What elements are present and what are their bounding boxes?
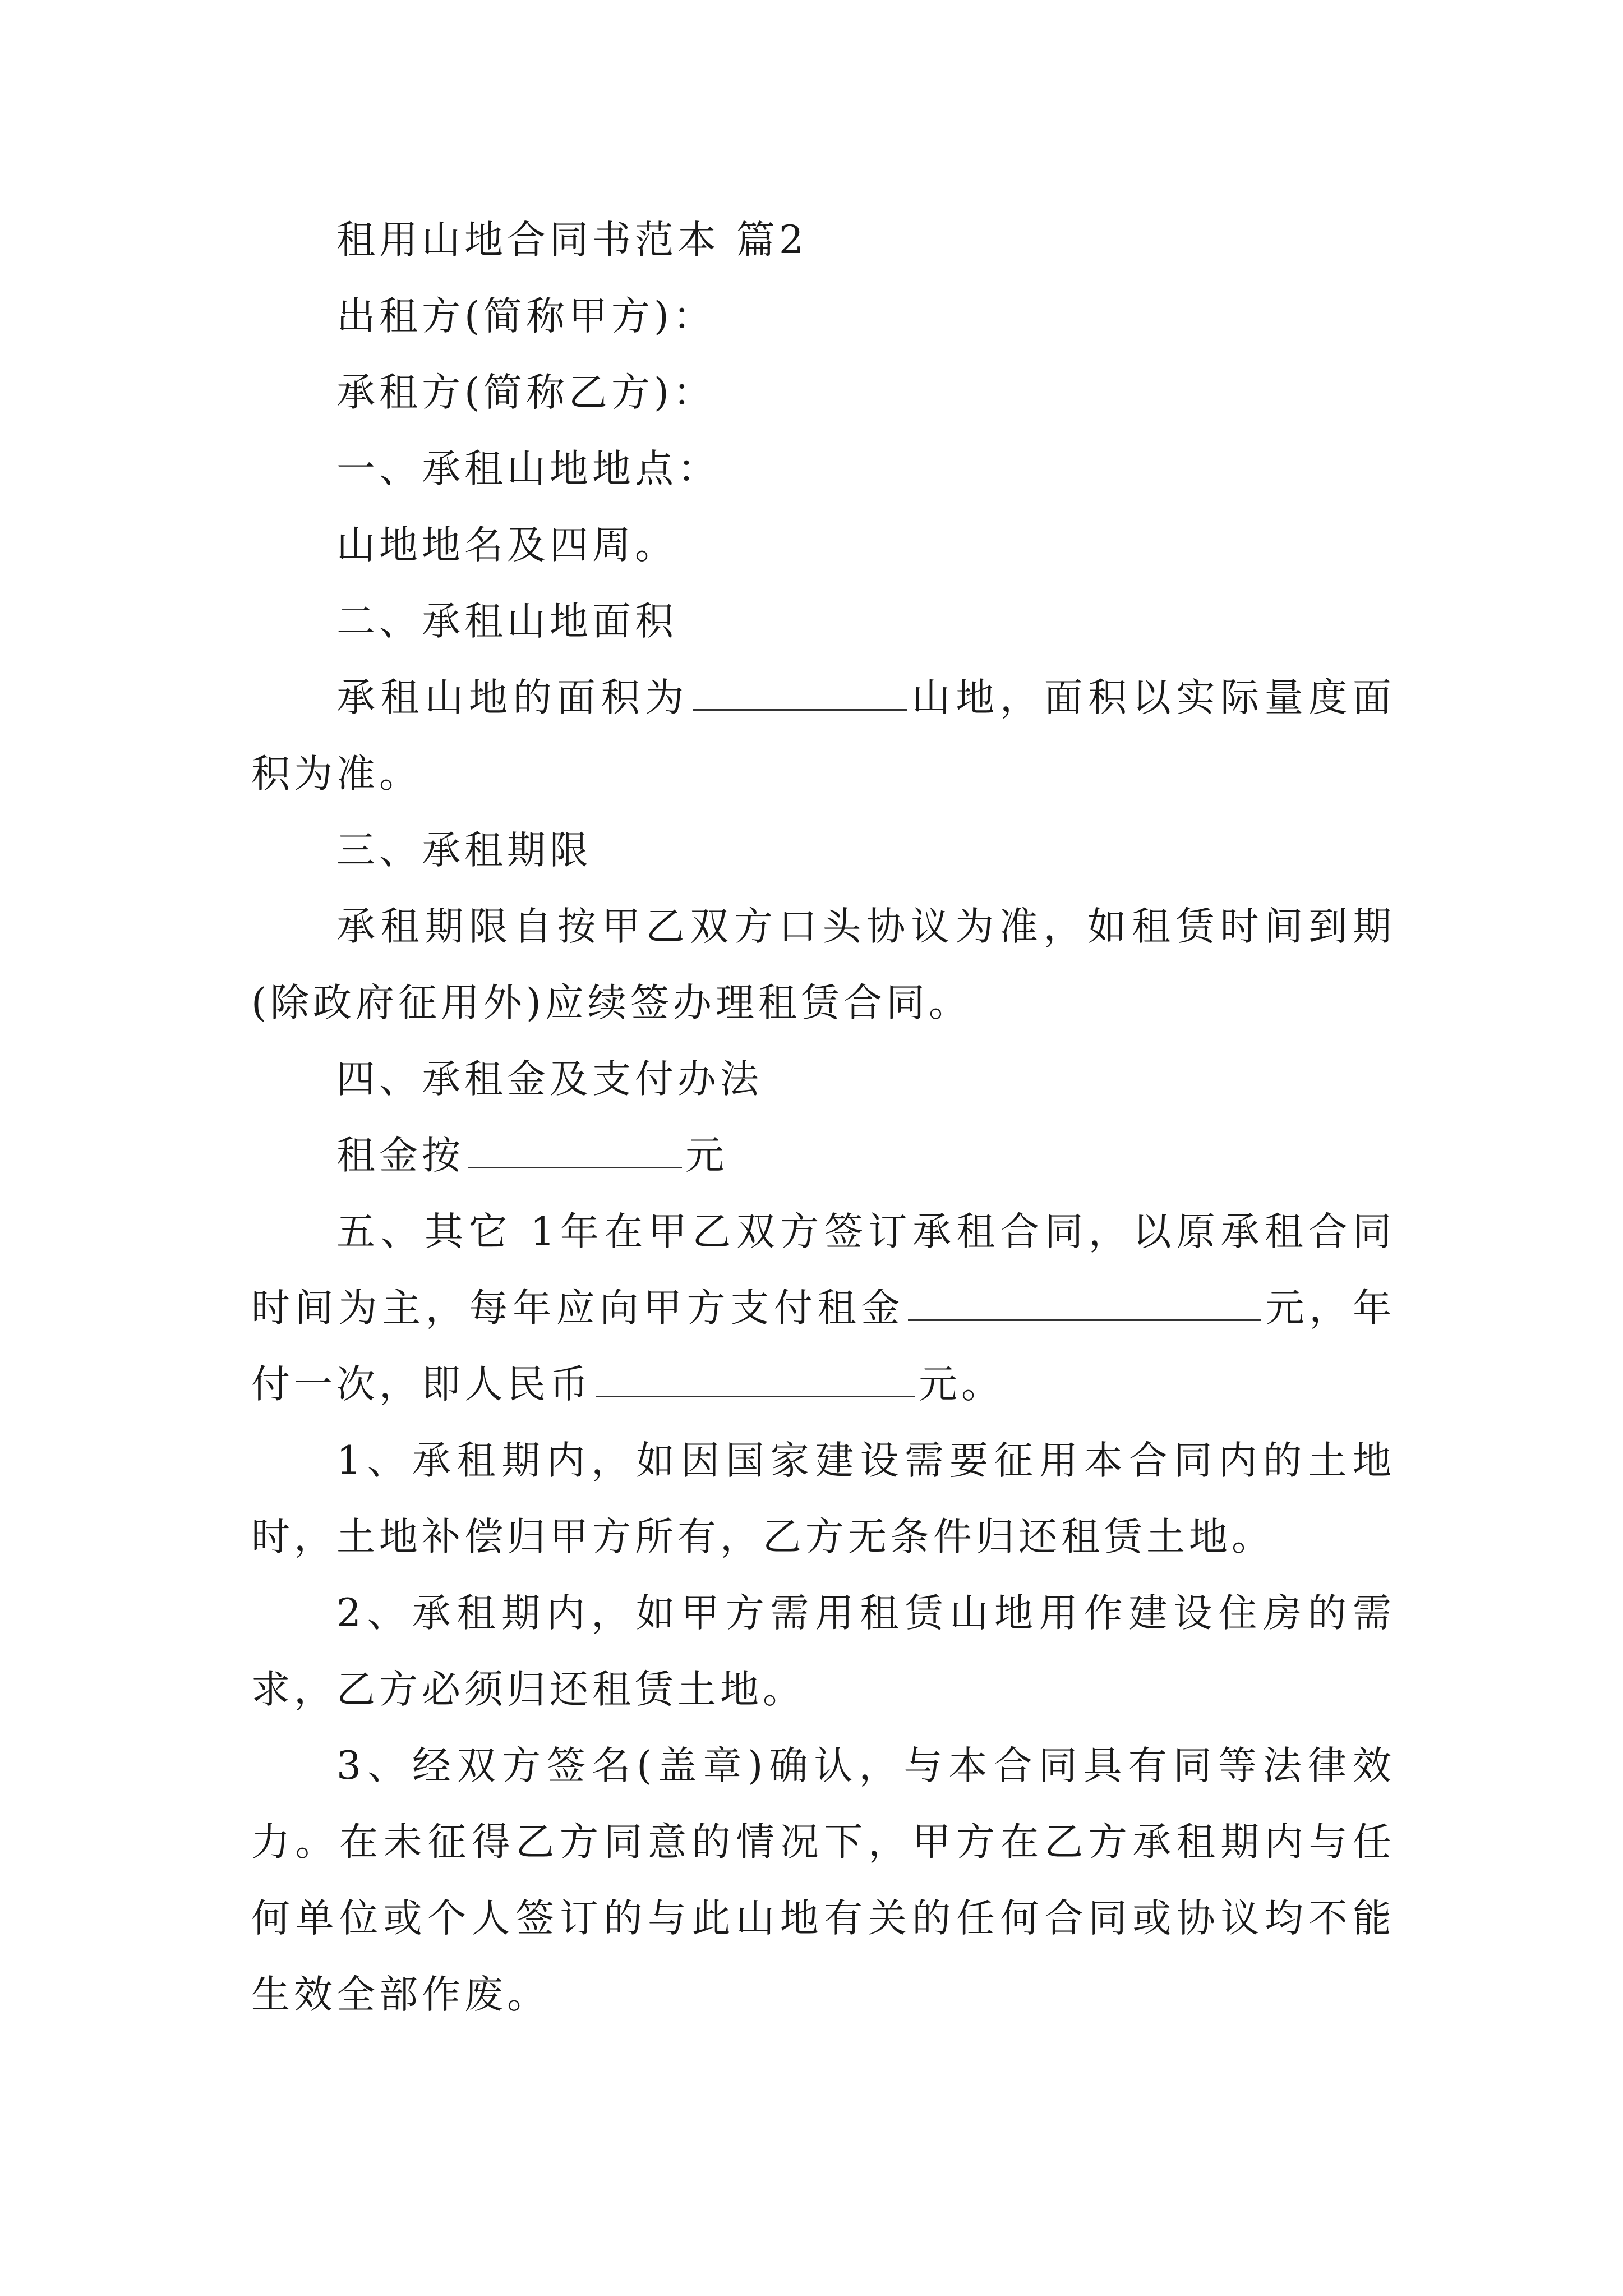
area-blank-line bbox=[693, 674, 907, 711]
party-b-line: 承租方(简称乙方)： bbox=[336, 370, 716, 415]
section-1-heading: 一、承租山地地点： bbox=[336, 447, 720, 491]
party-a-line: 出租方(简称甲方)： bbox=[336, 294, 716, 339]
clause-3: 3、经双方签名(盖章)确认，与本合同具有同等法律效力。在未征得乙方同意的情况下，甲方在乙方承租期内与任何单位或个人签订的与此山地有关的任何合同或协议均不能生效全部作废。 bbox=[251, 1743, 1395, 2017]
annual-rent-blank-line bbox=[908, 1285, 1261, 1321]
section-4-heading: 四、承租金及支付办法 bbox=[336, 1057, 763, 1102]
document-body bbox=[251, 202, 1395, 2033]
section-2-text-post: 山地，面积以实际量度面积为准。 bbox=[251, 675, 1396, 797]
rmb-amount-blank-line bbox=[596, 1361, 915, 1397]
clause-1: 1、承租期内，如因国家建设需要征用本合同内的土地时，土地补偿归甲方所有，乙方无条件归还租赁土地。 bbox=[251, 1438, 1395, 1559]
document-title: 租用山地合同书范本 篇2 bbox=[336, 218, 808, 263]
section-4-text-post: 元 bbox=[685, 1133, 728, 1178]
section-3-text: 承租期限自按甲乙双方口头协议为准，如租赁时间到期(除政府征用外)应续签办理租赁合同。 bbox=[251, 904, 1395, 1025]
clause-2: 2、承租期内，如甲方需用租赁山地用作建设住房的需求，乙方必须归还租赁土地。 bbox=[251, 1591, 1395, 1712]
section-5-text-post: 元。 bbox=[919, 1362, 1004, 1407]
section-2-text bbox=[251, 660, 1395, 812]
section-5-text bbox=[251, 1194, 1395, 1423]
section-3-heading: 三、承租期限 bbox=[336, 828, 592, 873]
section-5-text-pre: 五、其它 1年在甲乙双方签订承租合同，以原承租合同时间为主，每年应向甲方支付租金 bbox=[251, 1209, 1395, 1331]
section-5-text-mid: 元，年付一次，即人民币 bbox=[251, 1286, 1396, 1407]
section-2-text-pre: 承租山地的面积为 bbox=[336, 675, 690, 720]
section-1-text: 山地地名及四周。 bbox=[336, 523, 677, 568]
section-2-heading: 二、承租山地面积 bbox=[336, 599, 677, 644]
section-4-text-pre: 租金按 bbox=[336, 1133, 464, 1178]
section-4-text bbox=[251, 1117, 1395, 1194]
rent-blank-line bbox=[468, 1132, 682, 1168]
